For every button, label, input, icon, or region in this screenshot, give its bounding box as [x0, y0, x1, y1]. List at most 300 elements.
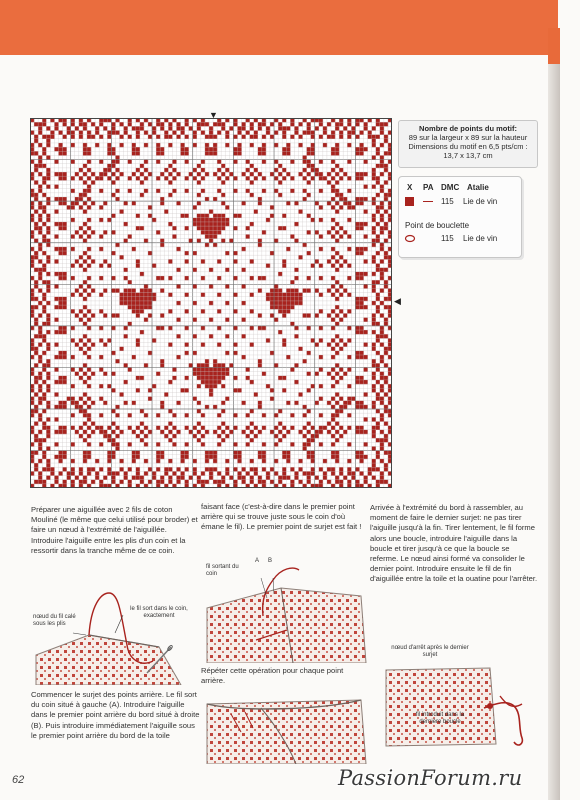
stitch-cell [339, 293, 343, 297]
stitch-cell [38, 226, 42, 230]
bouclette-loop-icon [404, 234, 416, 243]
caption-noeud-arret: nœud d'arrêt après le dernier surjet [391, 645, 469, 658]
stitch-cell [128, 301, 132, 305]
stitch-cell [54, 234, 58, 238]
stitch-cell [197, 122, 201, 126]
stitch-cell [246, 471, 250, 475]
stitch-cell [307, 230, 311, 234]
stitch-cell [107, 438, 111, 442]
stitch-cell [380, 172, 384, 176]
stitch-cell [201, 326, 205, 330]
stitch-cell [384, 480, 388, 484]
stitch-cell [107, 147, 111, 151]
stitch-cell [63, 430, 67, 434]
stitch-cell [335, 297, 339, 301]
stitch-cell [262, 276, 266, 280]
stitch-cell [140, 330, 144, 334]
stitch-cell [58, 151, 62, 155]
stitch-cell [384, 268, 388, 272]
key-bouclette-label: Point de bouclette [405, 221, 470, 230]
stitch-cell [185, 293, 189, 297]
stitch-cell [38, 301, 42, 305]
stitch-cell [103, 342, 107, 346]
stitch-cell [319, 426, 323, 430]
stitch-cell [197, 421, 201, 425]
stitch-cell [294, 363, 298, 367]
stitch-cell [229, 363, 233, 367]
stitch-cell [148, 172, 152, 176]
stitch-cell [355, 380, 359, 384]
stitch-cell [311, 147, 315, 151]
instruction-step-3: Répéter cette opération pour chaque point arrière. [201, 666, 344, 686]
stitch-cell [148, 480, 152, 484]
stitch-cell [335, 334, 339, 338]
stitch-cell [380, 476, 384, 480]
page-edge-tab [548, 28, 560, 64]
stitch-cell [298, 467, 302, 471]
stitch-cell [209, 471, 213, 475]
stitch-cell [38, 276, 42, 280]
stitch-cell [372, 201, 376, 205]
stitch-cell [303, 442, 307, 446]
stitch-cell [136, 226, 140, 230]
stitch-cell [87, 426, 91, 430]
stitch-cell [38, 442, 42, 446]
stitch-cell [46, 143, 50, 147]
stitch-cell [282, 176, 286, 180]
stitch-cell [209, 147, 213, 151]
stitch-cell [311, 338, 315, 342]
stitch-cell [201, 372, 205, 376]
stitch-cell [286, 288, 290, 292]
stitch-cell [233, 214, 237, 218]
stitch-cell [242, 247, 246, 251]
stitch-cell [380, 459, 384, 463]
stitch-cell [335, 372, 339, 376]
stitch-cell [286, 459, 290, 463]
stitch-cell [359, 130, 363, 134]
stitch-cell [180, 388, 184, 392]
stitch-cell [46, 201, 50, 205]
stitch-cell [335, 172, 339, 176]
stitch-cell [372, 376, 376, 380]
stitch-cell [168, 143, 172, 147]
stitch-cell [237, 214, 241, 218]
stitch-cell [364, 330, 368, 334]
stitch-cell [355, 330, 359, 334]
stitch-cell [42, 135, 46, 139]
stitch-cell [307, 126, 311, 130]
stitch-cell [372, 288, 376, 292]
stitch-cell [298, 172, 302, 176]
stitch-cell [83, 209, 87, 213]
key-header-atalie: Atalie [467, 183, 489, 192]
stitch-cell [132, 401, 136, 405]
stitch-cell [339, 467, 343, 471]
stitch-cell [140, 476, 144, 480]
illustration-repeat-overcast [201, 692, 369, 764]
stitch-cell [87, 189, 91, 193]
illustration-corner-needle [31, 585, 199, 685]
stitch-cell [225, 301, 229, 305]
stitch-cell [380, 355, 384, 359]
stitch-cell [307, 172, 311, 176]
stitch-cell [71, 247, 75, 251]
stitch-cell [307, 122, 311, 126]
stitch-cell [331, 147, 335, 151]
stitch-cell [355, 276, 359, 280]
stitch-cell [160, 363, 164, 367]
stitch-cell [87, 168, 91, 172]
stitch-cell [209, 384, 213, 388]
stitch-cell [152, 264, 156, 268]
stitch-cell [87, 355, 91, 359]
stitch-cell [303, 471, 307, 475]
stitch-cell [221, 421, 225, 425]
stitch-cell [71, 309, 75, 313]
stitch-cell [331, 442, 335, 446]
stitch-cell [335, 476, 339, 480]
stitch-cell [282, 168, 286, 172]
stitch-cell [185, 147, 189, 151]
stitch-cell [384, 467, 388, 471]
stitch-cell [119, 143, 123, 147]
stitch-cell [67, 476, 71, 480]
stitch-cell [46, 463, 50, 467]
stitch-cell [205, 230, 209, 234]
stitch-cell [274, 130, 278, 134]
stitch-cell [87, 397, 91, 401]
stitch-cell [115, 160, 119, 164]
stitch-cell [282, 388, 286, 392]
stitch-cell [242, 201, 246, 205]
stitch-cell [201, 222, 205, 226]
stitch-cell [319, 247, 323, 251]
stitch-cell [201, 380, 205, 384]
stitch-cell [79, 426, 83, 430]
stitch-cell [54, 185, 58, 189]
stitch-cell [364, 147, 368, 151]
illustration-finishing-knot [372, 648, 540, 758]
stitch-cell [384, 409, 388, 413]
stitch-cell [54, 259, 58, 263]
stitch-cell [54, 247, 58, 251]
stitch-cell [197, 430, 201, 434]
stitch-cell [335, 251, 339, 255]
stitch-cell [180, 214, 184, 218]
stitch-cell [303, 189, 307, 193]
stitch-cell [242, 480, 246, 484]
stitch-cell [225, 372, 229, 376]
stitch-cell [327, 288, 331, 292]
stitch-cell [372, 347, 376, 351]
stitch-cell [372, 172, 376, 176]
stitch-cell [282, 301, 286, 305]
stitch-cell [380, 397, 384, 401]
stitch-cell [355, 147, 359, 151]
stitch-cell [87, 471, 91, 475]
stitch-cell [46, 259, 50, 263]
stitch-cell [209, 151, 213, 155]
stitch-cell [79, 168, 83, 172]
stitch-cell [327, 372, 331, 376]
stitch-cell [294, 239, 298, 243]
stitch-cell [323, 126, 327, 130]
stitch-cell [282, 264, 286, 268]
stitch-cell [156, 122, 160, 126]
stitch-cell [335, 413, 339, 417]
stitch-cell [286, 301, 290, 305]
stitch-cell [303, 288, 307, 292]
stitch-cell [148, 388, 152, 392]
stitch-cell [347, 293, 351, 297]
stitch-cell [197, 438, 201, 442]
stitch-cell [290, 234, 294, 238]
stitch-cell [364, 476, 368, 480]
stitch-cell [176, 480, 180, 484]
stitch-cell [331, 247, 335, 251]
stitch-cell [201, 342, 205, 346]
stitch-cell [262, 413, 266, 417]
stitch-cell [282, 376, 286, 380]
stitch-cell [83, 201, 87, 205]
stitch-cell [376, 239, 380, 243]
stitch-cell [160, 359, 164, 363]
stitch-cell [83, 288, 87, 292]
stitch-cell [384, 421, 388, 425]
stitch-cell [124, 297, 128, 301]
stitch-cell [115, 471, 119, 475]
stitch-cell [372, 176, 376, 180]
stitch-cell [335, 189, 339, 193]
stitch-cell [79, 376, 83, 380]
stitch-cell [282, 467, 286, 471]
stitch-cell [91, 172, 95, 176]
stitch-cell [34, 122, 38, 126]
stitch-cell [91, 430, 95, 434]
stitch-cell [54, 172, 58, 176]
stitch-cell [246, 176, 250, 180]
stitch-cell [335, 455, 339, 459]
stitch-cell [193, 334, 197, 338]
stitch-cell [258, 197, 262, 201]
stitch-cell [34, 197, 38, 201]
stitch-cell [221, 218, 225, 222]
stitch-cell [355, 401, 359, 405]
stitch-cell [128, 442, 132, 446]
stitch-cell [176, 476, 180, 480]
stitch-cell [46, 476, 50, 480]
stitch-cell [347, 426, 351, 430]
stitch-cell [54, 342, 58, 346]
stitch-cell [172, 413, 176, 417]
stitch-cell [185, 342, 189, 346]
stitch-cell [270, 388, 274, 392]
stitch-cell [140, 226, 144, 230]
stitch-cell [335, 392, 339, 396]
stitch-cell [38, 259, 42, 263]
stitch-cell [124, 326, 128, 330]
stitch-cell [140, 438, 144, 442]
stitch-cell [83, 392, 87, 396]
stitch-cell [119, 480, 123, 484]
stitch-cell [250, 409, 254, 413]
stitch-cell [136, 151, 140, 155]
stitch-cell [331, 426, 335, 430]
stitch-cell [34, 392, 38, 396]
stitch-cell [54, 405, 58, 409]
stitch-cell [148, 135, 152, 139]
stitch-cell [197, 193, 201, 197]
stitch-cell [339, 471, 343, 475]
stitch-cell [359, 451, 363, 455]
stitch-cell [246, 376, 250, 380]
stitch-cell [87, 176, 91, 180]
stitch-cell [176, 318, 180, 322]
stitch-cell [331, 160, 335, 164]
stitch-cell [335, 230, 339, 234]
stitch-cell [384, 226, 388, 230]
stitch-cell [38, 268, 42, 272]
stitch-cell [34, 405, 38, 409]
stitch-cell [323, 476, 327, 480]
stitch-cell [46, 434, 50, 438]
stitch-cell [217, 293, 221, 297]
stitch-cell [339, 397, 343, 401]
stitch-cell [331, 276, 335, 280]
stitch-cell [290, 367, 294, 371]
stitch-cell [323, 426, 327, 430]
stitch-cell [380, 388, 384, 392]
stitch-cell [71, 218, 75, 222]
stitch-cell [355, 197, 359, 201]
stitch-cell [242, 301, 246, 305]
stitch-cell [278, 293, 282, 297]
stitch-cell [168, 164, 172, 168]
stitch-cell [83, 430, 87, 434]
stitch-cell [286, 355, 290, 359]
key-header-pa: PA [423, 183, 434, 192]
stitch-cell [376, 409, 380, 413]
stitch-cell [380, 288, 384, 292]
stitch-cell [38, 326, 42, 330]
stitch-cell [347, 326, 351, 330]
stitch-cell [384, 239, 388, 243]
stitch-cell [87, 293, 91, 297]
stitch-cell [246, 367, 250, 371]
stitch-cell [250, 421, 254, 425]
stitch-cell [193, 251, 197, 255]
stitch-cell [364, 172, 368, 176]
stitch-cell [38, 480, 42, 484]
stitch-cell [83, 409, 87, 413]
stitch-cell [368, 471, 372, 475]
stitch-cell [75, 430, 79, 434]
stitch-cell [185, 480, 189, 484]
stitch-cell [339, 426, 343, 430]
stitch-cell [140, 305, 144, 309]
stitch-cell [38, 214, 42, 218]
stitch-cell [282, 130, 286, 134]
stitch-cell [144, 239, 148, 243]
stitch-cell [132, 172, 136, 176]
stitch-cell [258, 401, 262, 405]
stitch-cell [254, 471, 258, 475]
stitch-cell [372, 372, 376, 376]
stitch-cell [42, 147, 46, 151]
key-header-dmc: DMC [441, 183, 460, 192]
stitch-cell [79, 122, 83, 126]
stitch-cell [156, 151, 160, 155]
stitch-cell [274, 297, 278, 301]
stitch-cell [87, 384, 91, 388]
stitch-cell [164, 467, 168, 471]
stitch-cell [209, 451, 213, 455]
stitch-cell [63, 297, 67, 301]
stitch-cell [201, 480, 205, 484]
stitch-cell [307, 326, 311, 330]
stitch-cell [286, 430, 290, 434]
stitch-cell [213, 384, 217, 388]
stitch-cell [347, 471, 351, 475]
stitch-cell [152, 297, 156, 301]
stitch-cell [197, 222, 201, 226]
stitch-cell [172, 226, 176, 230]
stitch-cell [63, 272, 67, 276]
stitch-cell [136, 376, 140, 380]
stitch-cell [209, 301, 213, 305]
stitch-cell [87, 376, 91, 380]
stitch-cell [319, 293, 323, 297]
stitch-cell [274, 288, 278, 292]
stitch-cell [233, 147, 237, 151]
stitch-cell [42, 480, 46, 484]
stitch-cell [140, 180, 144, 184]
stitch-cell [111, 409, 115, 413]
stitch-cell [180, 130, 184, 134]
stitch-cell [115, 243, 119, 247]
stitch-cell [347, 247, 351, 251]
stitch-cell [372, 459, 376, 463]
stitch-cell [217, 434, 221, 438]
stitch-cell [140, 301, 144, 305]
stitch-cell [71, 160, 75, 164]
stitch-cell [343, 288, 347, 292]
stitch-cell [160, 276, 164, 280]
stitch-cell [197, 180, 201, 184]
stitch-cell [213, 172, 217, 176]
stitch-cell [34, 480, 38, 484]
stitch-cell [250, 164, 254, 168]
stitch-cell [58, 130, 62, 134]
stitch-cell [311, 164, 315, 168]
stitch-cell [250, 122, 254, 126]
stitch-cell [242, 334, 246, 338]
stitch-cell [229, 476, 233, 480]
stitch-cell [376, 363, 380, 367]
stitch-cell [58, 201, 62, 205]
stitch-cell [270, 397, 274, 401]
stitch-cell [99, 338, 103, 342]
stitch-cell [364, 430, 368, 434]
stitch-cell [87, 218, 91, 222]
stitch-cell [205, 226, 209, 230]
stitch-cell [176, 172, 180, 176]
key-row2-name: Lie de vin [463, 234, 498, 243]
stitch-cell [197, 239, 201, 243]
stitch-cell [168, 309, 172, 313]
stitch-cell [42, 363, 46, 367]
